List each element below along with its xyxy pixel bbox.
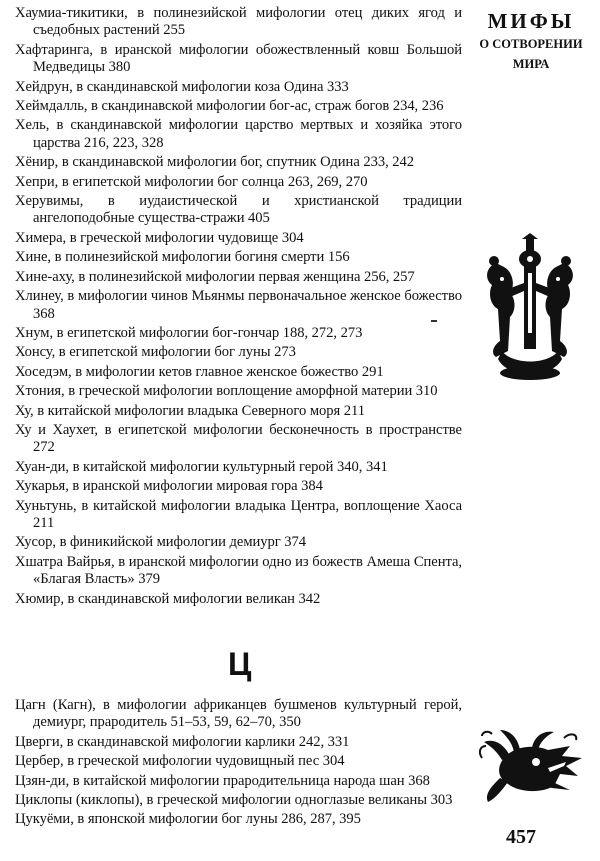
index-entry: Цукуёми, в японской мифологии бог луны 286, 287, 395 <box>15 811 361 828</box>
index-entry: Хафтаринга, в иранской мифологии обожествленный ковш Большой Медведицы 380 <box>15 41 462 76</box>
index-entry: Хюмир, в скандинавской мифологии великан 342 <box>15 590 321 607</box>
index-entry: Хукарья, в иранской мифологии мировая гора 384 <box>15 478 323 495</box>
index-entry: Хине, в полинезийской мифологии богиня смерти 156 <box>15 249 350 266</box>
index-entry: Хине-аху, в полинезийской мифологии первая женщина 256, 257 <box>15 268 415 285</box>
section-letter-heading: Ц <box>228 646 252 682</box>
index-entries-kh <box>15 5 462 610</box>
running-header-title: МИФЫ <box>487 9 575 33</box>
page-number: 457 <box>506 826 536 848</box>
index-entry: Химера, в греческой мифологии чудовище 304 <box>15 229 304 246</box>
index-entry: Ху, в китайской мифологии владыка Северного моря 211 <box>15 402 365 419</box>
index-entry: Хоседэм, в мифологии кетов главное женское божество 291 <box>15 363 384 380</box>
running-header-line3: МИРА <box>512 57 550 71</box>
index-entry: Хуньтунь, в китайской мифологии владыка Центра, воплощение Хаоса 211 <box>15 497 462 531</box>
index-entry: Хеймдалль, в скандинавской мифологии бог-ас, страж богов 234, 236 <box>15 98 444 115</box>
index-entry: Ху и Хаухет, в египетской мифологии бесконечность в пространстве 272 <box>15 421 462 456</box>
index-entry: Циклопы (киклопы), в греческой мифологии одноглазые великаны 303 <box>15 792 453 809</box>
index-entry: Хёнир, в скандинавской мифологии бог, спутник Одина 233, 242 <box>15 154 415 171</box>
index-entry: Цзян-ди, в китайской мифологии прародительница народа шан 368 <box>15 772 430 789</box>
running-header-line2: О СОТВОРЕНИИ <box>479 37 583 51</box>
index-entry: Хнум, в египетской мифологии бог-гончар 188, 272, 273 <box>15 324 363 341</box>
index-entry: Хейдрун, в скандинавской мифологии коза Одина 333 <box>15 78 349 95</box>
index-entry: Хусор, в финикийской мифологии демиург 374 <box>15 534 307 551</box>
index-entries-ts <box>15 697 462 831</box>
index-entry: Хшатра Вайрья, в иранской мифологии одно из божеств Амеша Спента, «Благая Власть» 379 <box>15 553 462 588</box>
index-entry: Хтония, в греческой мифологии воплощение аморфной материи 310 <box>15 383 438 400</box>
index-entry: Хлинеу, в мифологии чинов Мьянмы первоначальное женское божество 368 <box>15 288 462 322</box>
index-entry: Хуан-ди, в китайской мифологии культурный герой 340, 341 <box>15 458 388 475</box>
index-entry: Цербер, в греческой мифологии чудовищный пес 304 <box>15 753 345 770</box>
ritual-vessel-ornament-icon <box>482 233 578 383</box>
stray-dash-mark <box>431 320 437 322</box>
index-entry: Цверги, в скандинавской мифологии карлики 242, 331 <box>15 733 350 750</box>
index-entry: Хаумиа-тикитики, в полинезийской мифологии отец диких ягод и съедобных растений 255 <box>15 5 462 39</box>
section-running-header <box>466 8 596 72</box>
index-entry: Цагн (Кагн), в мифологии африканцев бушменов культурный герой, демиург, прародитель 51–53, 59, 62–70, 350 <box>15 697 462 731</box>
index-entry: Херувимы, в иудаистической и христианской традиции ангелоподобные существа-стражи 405 <box>15 193 462 227</box>
dragon-head-ornament-icon <box>474 728 586 808</box>
index-entry: Хонсу, в египетской мифологии бог луны 273 <box>15 344 296 361</box>
index-entry: Хель, в скандинавской мифологии царство мертвых и хозяйка этого царства 216, 223, 328 <box>15 117 462 151</box>
index-entry: Хепри, в египетской мифологии бог солнца 263, 269, 270 <box>15 173 368 190</box>
